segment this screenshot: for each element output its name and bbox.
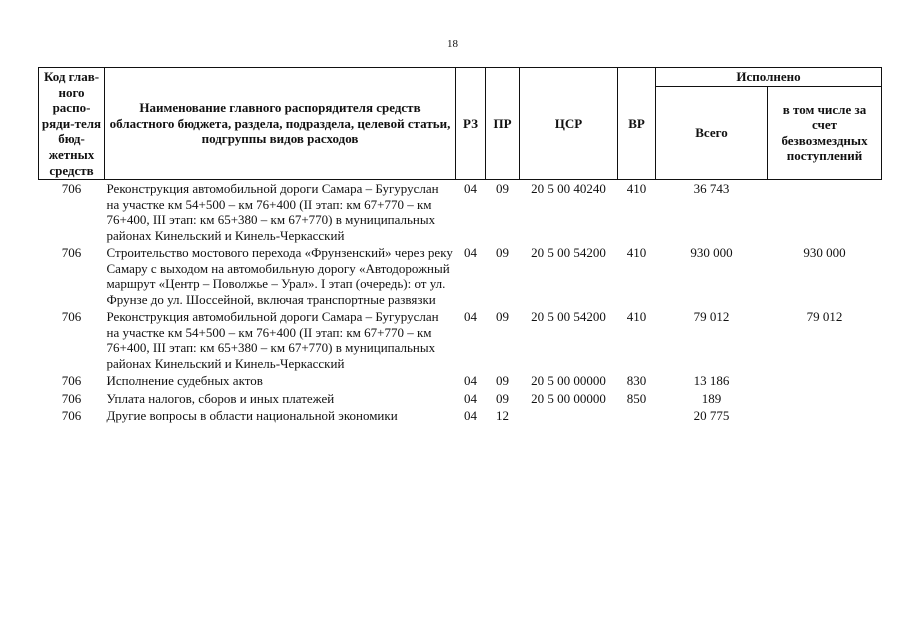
cell-rz: 04: [464, 390, 477, 406]
cell-pr: 09: [496, 245, 509, 261]
table-header: [39, 68, 882, 180]
cell-code: 706: [61, 181, 82, 197]
cell-vr: 410: [626, 181, 647, 197]
cell-total: 36 743: [693, 181, 730, 197]
cell-pr: 09: [496, 390, 509, 406]
cell-csr: [520, 407, 618, 425]
header-total: Всего: [656, 86, 768, 180]
cell-name: Реконструкция автомобильной дороги Самара – Бугуруслан на участке км 54+500 – км 76+400 (II этап: км 67+770 – км 76+400, III этап: км 65+380 – км 67+770) в муниципальных районах Кинельский и Кинель-Черкасский: [106, 181, 439, 243]
cell-pr: 09: [496, 181, 509, 197]
budget-table: [38, 67, 882, 425]
header-pr: ПР: [486, 68, 520, 180]
cell-pr: 09: [496, 373, 509, 389]
cell-free: [768, 390, 882, 408]
cell-code: 706: [61, 408, 82, 424]
table-row: [39, 407, 882, 425]
cell-free: 79 012: [806, 309, 843, 325]
cell-rz: 04: [464, 373, 477, 389]
cell-vr: 410: [626, 245, 647, 261]
cell-free: [768, 372, 882, 390]
cell-name: Уплата налогов, сборов и иных платежей: [106, 390, 335, 406]
table-row: [39, 390, 882, 408]
cell-rz: 04: [464, 309, 477, 325]
cell-code: 706: [61, 309, 82, 325]
cell-vr: 850: [626, 390, 647, 406]
cell-csr: 20 5 00 00000: [531, 373, 606, 389]
cell-pr: 09: [496, 309, 509, 325]
cell-free: [768, 407, 882, 425]
cell-rz: 04: [464, 408, 477, 424]
cell-rz: 04: [464, 181, 477, 197]
table-row: [39, 180, 882, 245]
cell-vr: 830: [626, 373, 647, 389]
cell-total: 13 186: [693, 373, 730, 389]
cell-code: 706: [61, 245, 82, 261]
cell-total: 930 000: [690, 245, 733, 261]
header-including: в том числе за счет безвозмездных поступлений: [768, 86, 882, 180]
cell-csr: 20 5 00 40240: [531, 181, 606, 197]
cell-total: 79 012: [693, 309, 730, 325]
cell-name: Исполнение судебных актов: [106, 373, 263, 389]
cell-name: Реконструкция автомобильной дороги Самара – Бугуруслан на участке км 54+500 – км 76+400 (II этап: км 67+770 – км 76+400, III этап: км 65+380 – км 67+770) в муниципальных районах Кинельский и Кинель-Черкасский: [106, 309, 439, 371]
header-code: Код глав-ного распо-ряди-теля бюд-жетных средств: [39, 68, 105, 180]
header-executed: Исполнено: [656, 68, 882, 87]
cell-rz: 04: [464, 245, 477, 261]
cell-free: 930 000: [803, 245, 846, 261]
header-name: Наименование главного распорядителя средств областного бюджета, раздела, подраздела, целевой статьи, подгруппы видов расходов: [105, 68, 456, 180]
table-row: [39, 308, 882, 372]
cell-name: Строительство мостового перехода «Фрунзенский» через реку Самару с выходом на автомобильную дорогу «Автодорожный маршрут «Центр – Поволжье – Урал». I этап (очередь): от ул. Фрунзе до ул. Шоссейной, включая транспортные развязки: [106, 245, 453, 307]
cell-code: 706: [61, 373, 82, 389]
header-vr: ВР: [618, 68, 656, 180]
cell-free: [768, 180, 882, 245]
cell-total: 20 775: [693, 408, 730, 424]
header-rz: РЗ: [456, 68, 486, 180]
cell-csr: 20 5 00 00000: [531, 390, 606, 406]
table-row: [39, 372, 882, 390]
cell-csr: 20 5 00 54200: [531, 309, 606, 325]
cell-pr: 12: [496, 408, 509, 424]
cell-vr: 410: [626, 309, 647, 325]
table-row: [39, 244, 882, 308]
cell-vr: [618, 407, 656, 425]
cell-csr: 20 5 00 54200: [531, 245, 606, 261]
page-number: 18: [447, 38, 458, 50]
header-csr: ЦСР: [520, 68, 618, 180]
table-body: [39, 180, 882, 425]
cell-total: 189: [701, 390, 722, 406]
cell-code: 706: [61, 390, 82, 406]
cell-name: Другие вопросы в области национальной экономики: [106, 408, 398, 424]
